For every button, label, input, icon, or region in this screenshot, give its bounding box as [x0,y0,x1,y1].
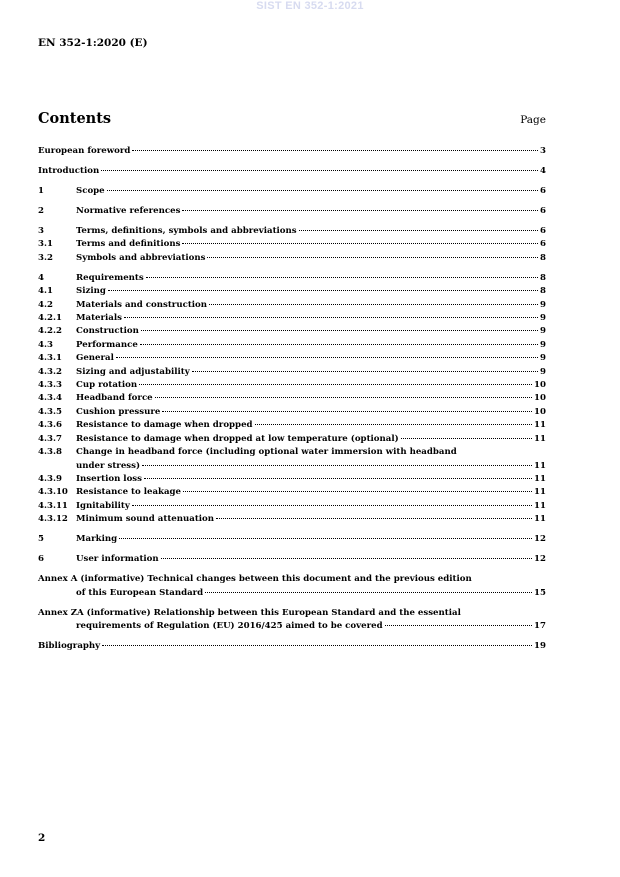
toc-entry-title: User information [76,554,159,565]
dot-leader [209,304,538,305]
toc-entry-number: 4.3.11 [38,500,68,511]
toc-entry-title-line2: of this European Standard [76,587,204,598]
dot-leader [107,190,538,191]
toc-entry-number: 5 [38,534,44,545]
toc-entry-title: Materials [76,313,122,324]
toc-entry-number: 4.3.6 [38,420,62,431]
toc-entry-title: Performance [76,339,138,350]
toc-entry-title: General [76,353,114,364]
toc-entry-number: 4.3.5 [38,406,62,417]
toc-entry-4-3-6[interactable] [38,419,546,432]
toc-entry-page: 9 [540,353,546,364]
toc-entry-number: 4.2.2 [38,326,62,337]
toc-entry-title: Normative references [76,206,181,216]
toc-entry-page: 12 [534,534,546,545]
toc-entry-number: 4.3.8 [38,447,62,458]
toc-entry-number: 3 [38,226,44,236]
toc-entry-title: Minimum sound attenuation [76,514,215,525]
toc-entry-title: Symbols and abbreviations [76,252,206,263]
toc-entry-4-3-9[interactable] [38,473,546,486]
toc-entry-scope[interactable] [38,185,546,198]
toc-entry-4-3-3[interactable] [38,379,546,392]
toc-entry-number: 4 [38,272,44,283]
toc-entry-4-3-2[interactable] [38,366,546,379]
dot-leader [144,478,532,479]
dot-leader [140,344,538,345]
toc-entry-title: Ignitability [76,500,130,511]
toc-entry-terms-definitions[interactable] [38,225,546,238]
toc-entry-number: 3.2 [38,252,53,263]
toc-entry-number: 4.3.3 [38,380,62,391]
dot-leader [299,230,538,231]
toc-entry-title: Marking [76,534,118,545]
dot-leader [116,357,538,358]
toc-entry-page: 9 [540,299,546,310]
dot-leader [255,424,532,425]
dot-leader [183,491,532,492]
toc-entry-page: 9 [540,339,546,350]
toc-entry-marking[interactable] [38,533,546,546]
toc-entry-page: 8 [540,286,546,297]
toc-entry-annex-za[interactable] [38,607,546,634]
toc-entry-3-1[interactable] [38,238,546,251]
toc-entry-number: 6 [38,554,44,565]
dot-leader [132,505,532,506]
toc-entry-title: Materials and construction [76,299,208,310]
table-of-contents [38,145,546,653]
dot-leader [216,518,532,519]
toc-entry-normative-references[interactable] [38,205,546,218]
toc-entry-number: 4.3.12 [38,514,68,525]
toc-entry-title: Headband force [76,393,153,404]
page-column-label: Page [520,114,546,126]
dot-leader [101,170,538,171]
toc-entry-number: 1 [38,186,44,196]
toc-entry-page: 11 [534,460,546,471]
toc-entry-page: 8 [540,252,546,263]
toc-entry-title: Bibliography [38,640,101,651]
toc-entry-title: Resistance to damage when dropped at low temperature (optional) [76,433,399,444]
toc-entry-page: 19 [534,640,546,651]
toc-entry-4-3-1[interactable] [38,352,546,365]
toc-entry-page: 8 [540,272,546,283]
toc-entry-page: 4 [540,166,546,176]
page-number: 2 [38,832,46,844]
toc-entry-number: 4.3.1 [38,353,62,364]
toc-entry-3-2[interactable] [38,252,546,265]
toc-entry-page: 15 [534,587,546,598]
dot-leader [162,411,532,412]
toc-entry-bibliography[interactable] [38,640,546,653]
toc-entry-title: European foreword [38,146,131,156]
toc-entry-page: 11 [534,420,546,431]
toc-entry-title: Introduction [38,166,100,176]
toc-entry-number: 3.1 [38,239,53,250]
dot-leader [182,210,538,211]
toc-entry-requirements[interactable] [38,272,546,285]
toc-entry-page: 6 [540,206,546,216]
toc-entry-user-information[interactable] [38,553,546,566]
toc-entry-page: 3 [540,146,546,156]
dot-leader [155,397,532,398]
toc-entry-title-line1: Change in headband force (including optional water immersion with headband [76,447,457,458]
toc-entry-number: 4.3.4 [38,393,62,404]
toc-entry-4-3-11[interactable] [38,500,546,513]
toc-entry-page: 6 [540,186,546,196]
toc-entry-4-3-10[interactable] [38,486,546,499]
dot-leader [207,257,538,258]
toc-entry-number: 4.3.10 [38,487,68,498]
contents-title: Contents [38,110,112,127]
toc-entry-4-1[interactable] [38,285,546,298]
dot-leader [161,558,532,559]
toc-entry-title: Resistance to leakage [76,487,182,498]
toc-entry-page: 12 [534,554,546,565]
dot-leader [119,538,532,539]
toc-entry-number: 4.3.2 [38,366,62,377]
toc-entry-number: 4.2.1 [38,313,62,324]
watermark: SIST EN 352-1:2021 [256,0,364,12]
dot-leader [141,330,538,331]
toc-entry-title: Requirements [76,272,144,283]
toc-entry-title-line2: under stress) [76,460,141,471]
toc-entry-page: 11 [534,473,546,484]
toc-entry-page: 9 [540,366,546,377]
toc-entry-number: 2 [38,206,44,216]
toc-entry-title: Scope [76,186,105,196]
document-id: EN 352-1:2020 (E) [38,37,148,49]
toc-entry-page: 10 [534,380,546,391]
dot-leader [102,645,532,646]
toc-entry-title: Resistance to damage when dropped [76,420,253,431]
toc-entry-page: 11 [534,487,546,498]
toc-entry-page: 17 [534,620,546,631]
dot-leader [108,290,538,291]
toc-entry-page: 10 [534,393,546,404]
dot-leader [132,150,538,151]
dot-leader [192,371,538,372]
toc-entry-title-line1: Annex ZA (informative) Relationship between this European Standard and the essential [38,607,461,618]
toc-entry-page: 11 [534,500,546,511]
toc-entry-introduction[interactable] [38,165,546,178]
toc-entry-title: Sizing and adjustability [76,366,190,377]
toc-entry-number: 4.3.9 [38,473,62,484]
toc-entry-number: 4.3.7 [38,433,62,444]
toc-entry-title: Terms, definitions, symbols and abbreviations [76,226,297,236]
toc-entry-4-3-7[interactable] [38,433,546,446]
dot-leader [182,243,538,244]
toc-entry-european-foreword[interactable] [38,145,546,158]
toc-entry-title: Sizing [76,286,106,297]
toc-entry-page: 11 [534,433,546,444]
toc-entry-page: 6 [540,226,546,236]
toc-entry-title: Cup rotation [76,380,138,391]
toc-entry-number: 4.3 [38,339,53,350]
dot-leader [139,384,532,385]
toc-entry-4-3[interactable] [38,339,546,352]
dot-leader [385,625,532,626]
toc-entry-page: 6 [540,239,546,250]
toc-entry-4-2-1[interactable] [38,312,546,325]
toc-entry-title: Terms and definitions [76,239,181,250]
toc-entry-title-line2: requirements of Regulation (EU) 2016/425 aimed to be covered [76,620,383,631]
toc-entry-page: 9 [540,313,546,324]
dot-leader [401,438,532,439]
toc-entry-4-3-12[interactable] [38,513,546,526]
toc-entry-page: 10 [534,406,546,417]
toc-entry-title-line1: Annex A (informative) Technical changes between this document and the previous edition [38,574,472,585]
dot-leader [142,465,532,466]
toc-entry-title: Insertion loss [76,473,142,484]
dot-leader [124,317,538,318]
toc-entry-4-3-8[interactable] [38,446,546,473]
toc-entry-4-3-4[interactable] [38,392,546,405]
dot-leader [205,592,532,593]
toc-entry-4-3-5[interactable] [38,406,546,419]
dot-leader [146,277,538,278]
toc-entry-title: Construction [76,326,139,337]
toc-entry-title: Cushion pressure [76,406,161,417]
toc-entry-page: 9 [540,326,546,337]
toc-entry-page: 11 [534,514,546,525]
toc-entry-4-2[interactable] [38,299,546,312]
toc-entry-number: 4.1 [38,286,53,297]
toc-entry-number: 4.2 [38,299,53,310]
toc-entry-annex-a[interactable] [38,573,546,600]
toc-entry-4-2-2[interactable] [38,325,546,338]
